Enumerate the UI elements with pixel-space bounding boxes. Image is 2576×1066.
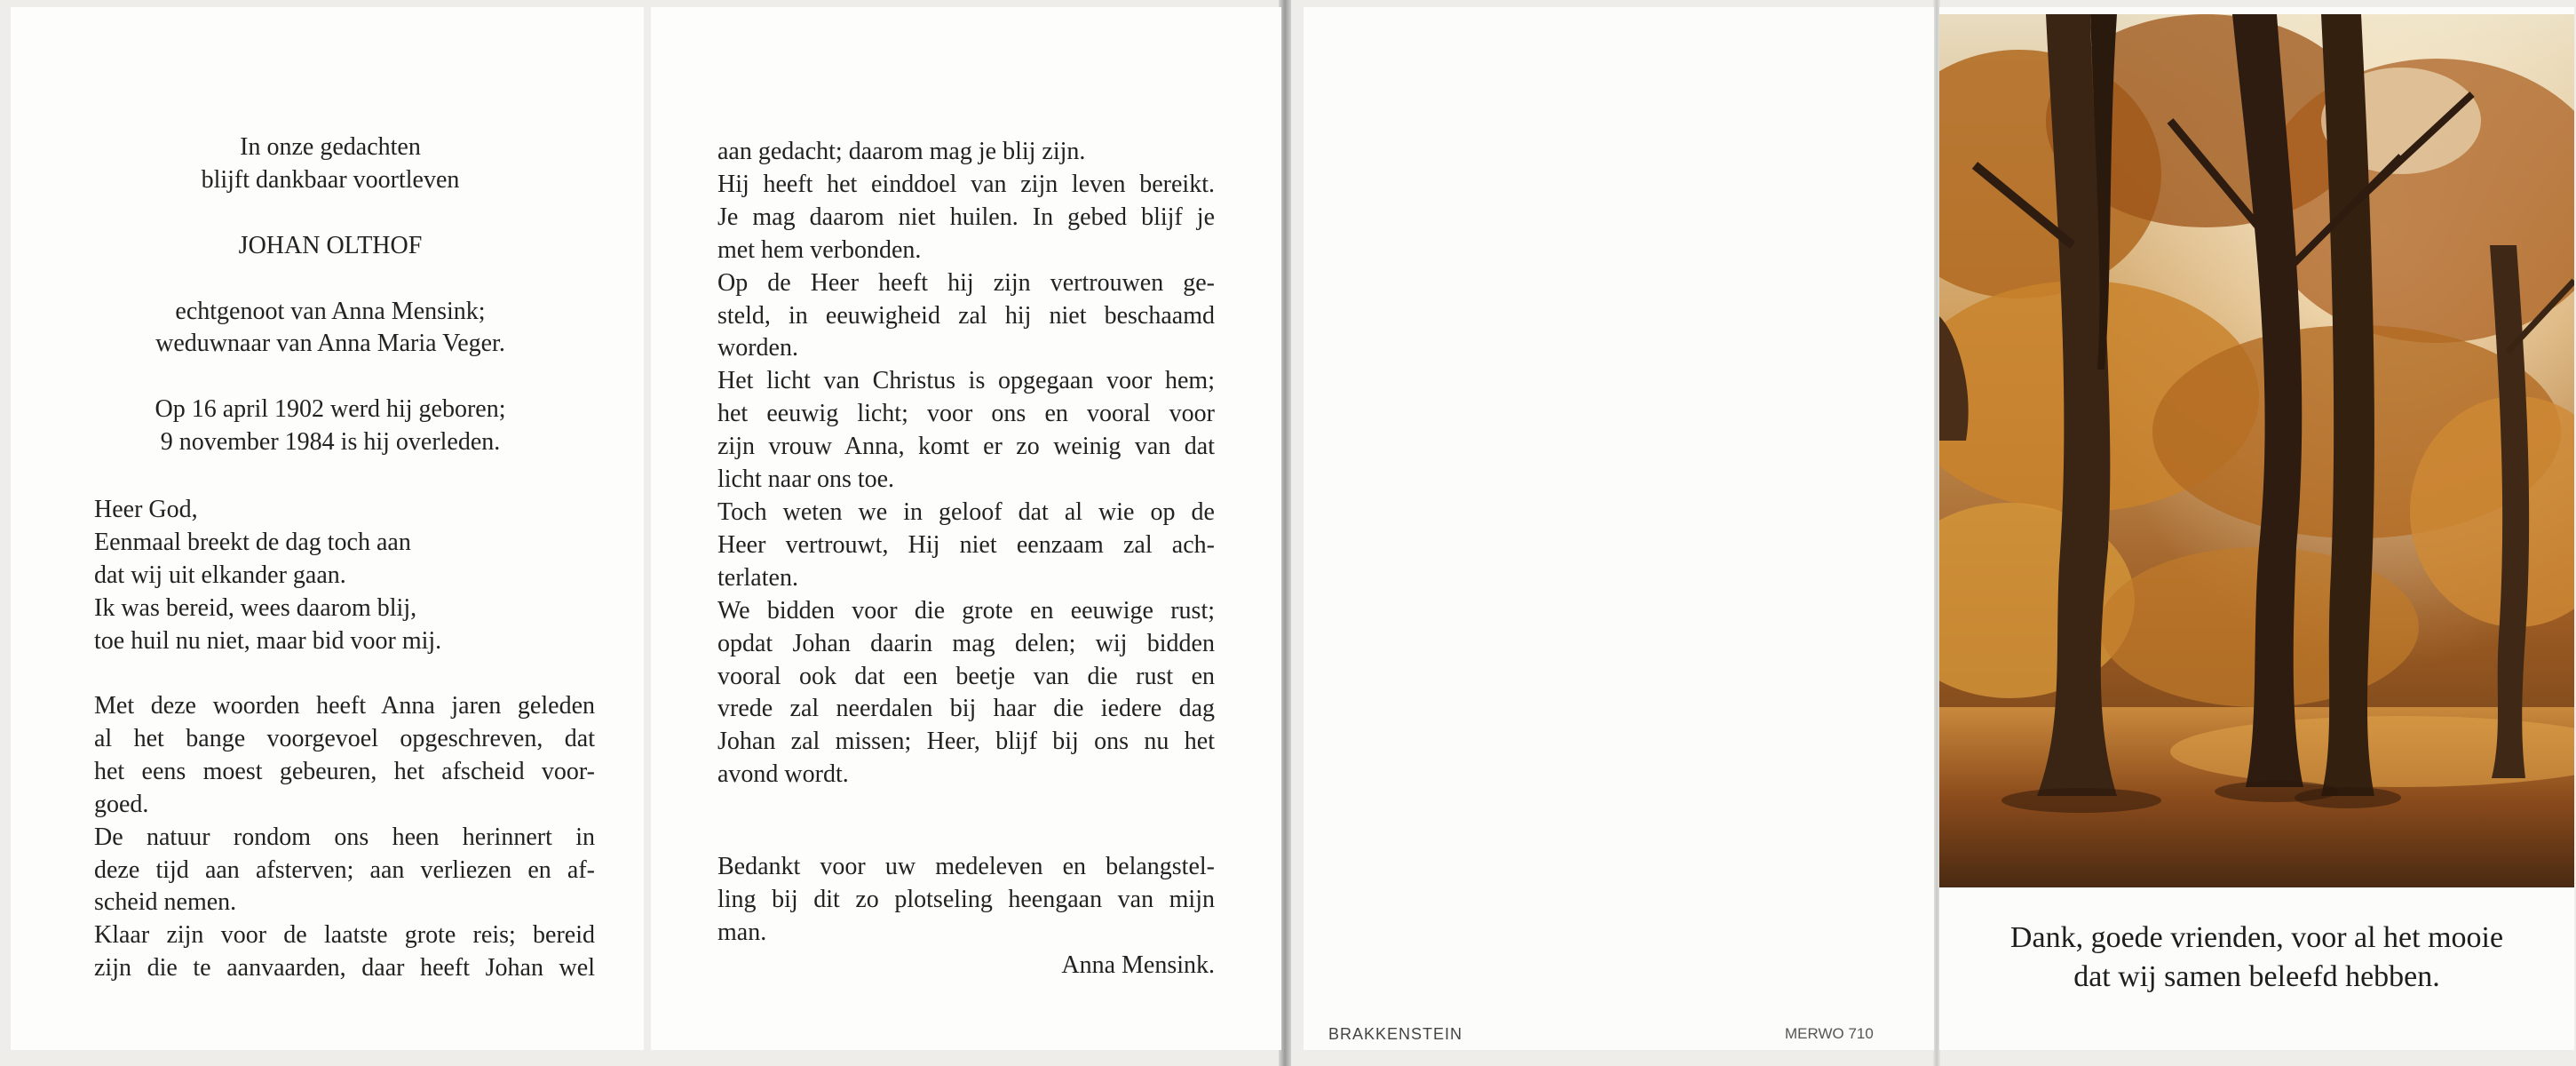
body-line: vooral ook dat een beetje van die rust en xyxy=(717,662,1215,690)
body-line: Heer vertrouwt, Hij niet eenzaam zal ach- xyxy=(717,530,1215,559)
poem xyxy=(94,494,441,658)
body-line: avond wordt. xyxy=(717,760,849,789)
publisher-name: BRAKKENSTEIN xyxy=(1328,1025,1463,1043)
body-line: terlaten. xyxy=(717,563,798,592)
intro-line: In onze gedachten xyxy=(240,133,421,161)
body-line: goed. xyxy=(94,790,149,818)
body-line: zijn die te aanvaarden, daar heeft Johan wel xyxy=(94,954,595,982)
body-line: Op de Heer heeft hij zijn vertrouwen ge- xyxy=(717,268,1215,297)
inside-left-page xyxy=(11,7,644,1050)
caption-line: dat wij samen beleefd hebben. xyxy=(2073,960,2440,993)
body-line: zijn vrouw Anna, komt er zo weinig van dat xyxy=(717,433,1215,461)
body-line: deze tijd aan afsterven; aan verliezen en af- xyxy=(94,855,595,884)
back-cover xyxy=(1304,7,1934,1050)
autumn-forest-photo xyxy=(1939,14,2574,887)
thanks-line: ling bij dit zo plotseling heengaan van mijn xyxy=(717,885,1215,913)
body-text-left xyxy=(94,690,595,985)
body-text-right xyxy=(717,136,1215,792)
body-line: het eens moest gebeuren, het afscheid voor- xyxy=(94,757,595,785)
body-line: De natuur rondom ons heen herinnert in xyxy=(94,823,595,851)
intro-line: blijft dankbaar voortleven xyxy=(201,165,460,194)
body-line: opdat Johan daarin mag delen; wij bidden xyxy=(717,629,1215,657)
inside-right-page xyxy=(651,7,1281,1050)
body-line: licht naar ons toe. xyxy=(717,465,895,494)
thanks-line: Bedankt voor uw medeleven en belangstel- xyxy=(717,853,1215,880)
poem-line: dat wij uit elkander gaan. xyxy=(94,561,346,589)
body-line: Johan zal missen; Heer, blijf bij ons nu het xyxy=(717,728,1215,756)
poem-line: Heer God, xyxy=(94,496,198,523)
body-line: steld, in eeuwigheid zal hij niet beschaamd xyxy=(717,301,1215,330)
body-line: worden. xyxy=(717,334,798,362)
body-line: al het bange voorgevoel opgeschreven, dat xyxy=(94,724,595,752)
body-line: Hij heeft het einddoel van zijn leven bereikt. xyxy=(717,170,1215,198)
body-line: vrede zal neerdalen bij haar die iedere dag xyxy=(717,695,1215,723)
body-line: scheid nemen. xyxy=(94,888,237,917)
thanks-line: man. xyxy=(717,918,767,946)
print-code: MERWO 710 xyxy=(1785,1025,1874,1042)
memorial-heading xyxy=(82,131,579,459)
body-line: aan gedacht; daarom mag je blij zijn. xyxy=(717,138,1086,165)
poem-line: Eenmaal breekt de dag toch aan xyxy=(94,528,411,556)
caption-line: Dank, goede vrienden, voor al het mooie xyxy=(2009,921,2504,954)
deceased-name: JOHAN OLTHOF xyxy=(238,231,423,259)
body-line: met hem verbonden. xyxy=(717,235,922,264)
body-line: We bidden voor die grote en eeuwige rust; xyxy=(717,596,1215,624)
dates-line: Op 16 april 1902 werd hij geboren; xyxy=(155,395,506,424)
body-line: Klaar zijn voor de laatste grote reis; bereid xyxy=(94,921,595,950)
poem-line: Ik was bereid, wees daarom blij, xyxy=(94,593,417,622)
relation-line: echtgenoot van Anna Mensink; xyxy=(175,297,486,325)
dates-line: 9 november 1984 is hij overleden. xyxy=(160,428,501,457)
poem-line: toe huil nu niet, maar bid voor mij. xyxy=(94,626,442,655)
cover-caption xyxy=(1939,919,2574,997)
body-line: Het licht van Christus is opgegaan voor hem; xyxy=(717,367,1215,395)
signature: Anna Mensink. xyxy=(1061,951,1215,979)
front-cover xyxy=(1939,7,2574,1050)
body-line: het eeuwig licht; voor ons en vooral voor xyxy=(717,400,1215,428)
body-line: Toch weten we in geloof dat al wie op de xyxy=(717,497,1215,526)
body-line: Je mag daarom niet huilen. In gebed blijf je xyxy=(717,203,1215,231)
body-line: Met deze woorden heeft Anna jaren geleden xyxy=(94,692,595,720)
thanks-paragraph xyxy=(717,851,1215,982)
relation-line: weduwnaar van Anna Maria Veger. xyxy=(155,330,505,358)
